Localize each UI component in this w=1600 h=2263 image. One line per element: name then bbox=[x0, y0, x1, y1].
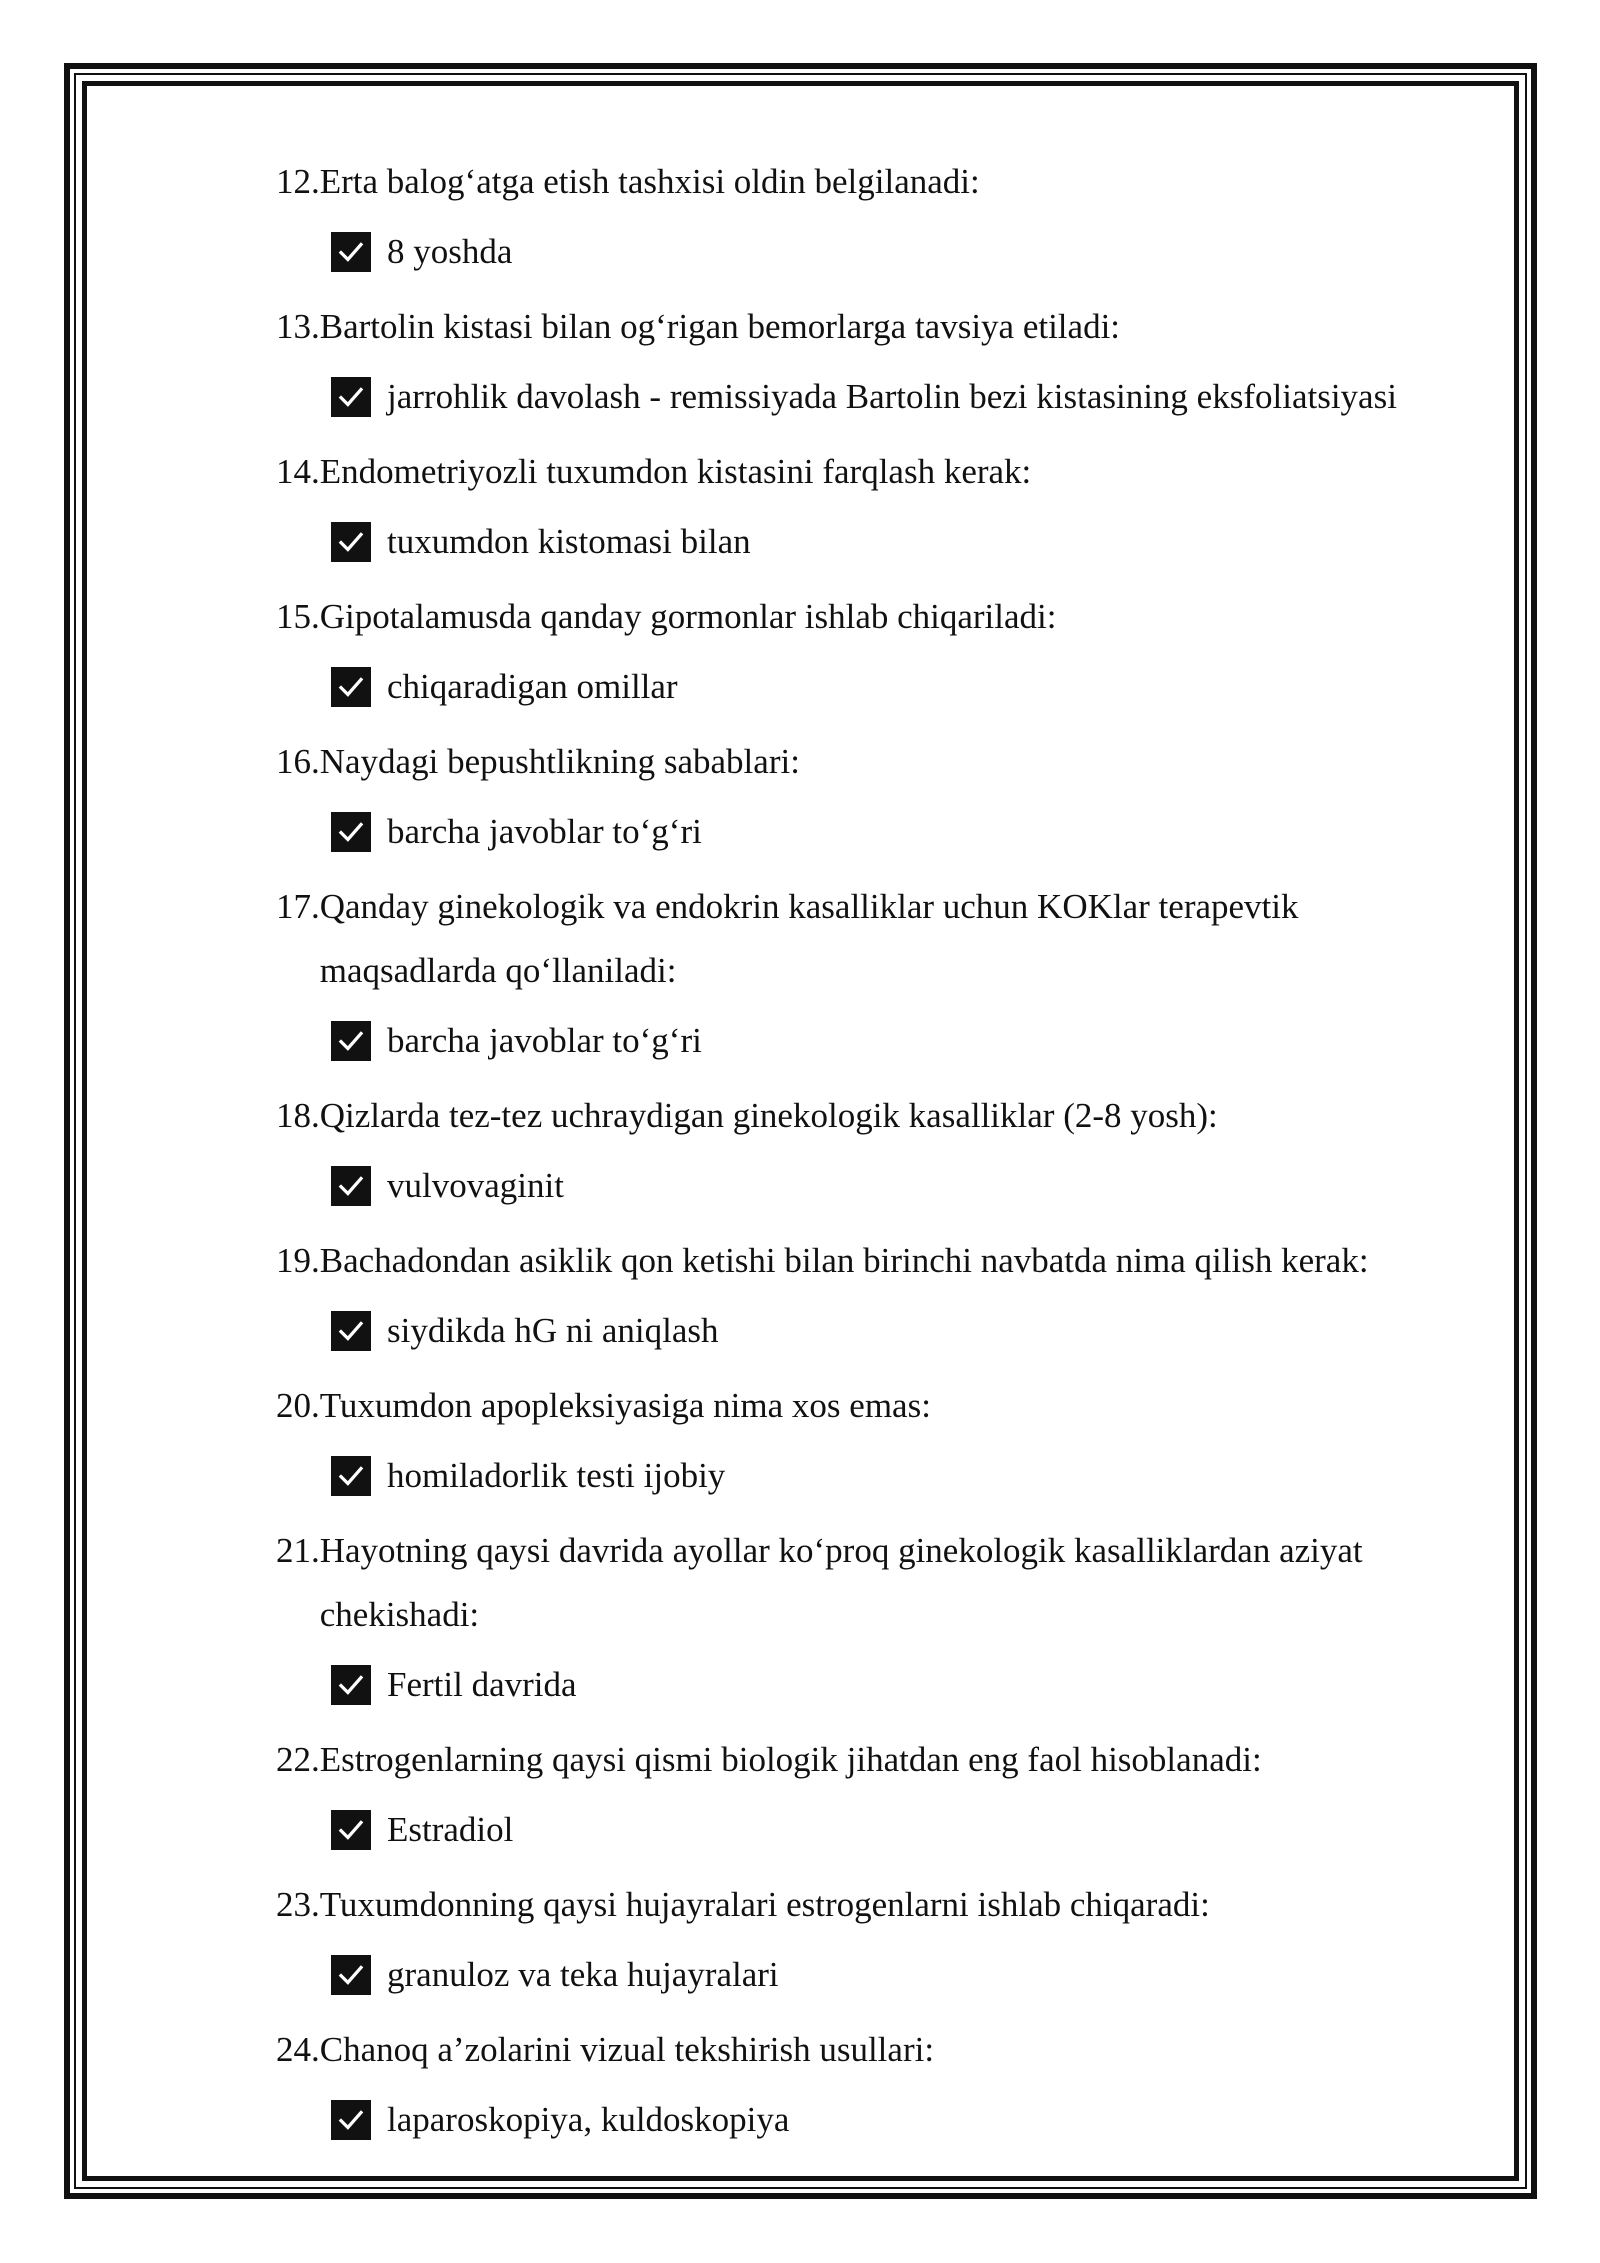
answer-text: barcha javoblar to‘g‘ri bbox=[387, 812, 702, 851]
question-number: 18. bbox=[276, 1096, 320, 1135]
answer bbox=[331, 1148, 1476, 1224]
answer-text: homiladorlik testi ijobiy bbox=[387, 1456, 726, 1495]
question bbox=[276, 1374, 1476, 1438]
qa-item-19 bbox=[276, 1229, 1476, 1369]
answer-text: granuloz va teka hujayralari bbox=[387, 1955, 779, 1994]
question bbox=[276, 585, 1476, 649]
qa-item-21 bbox=[276, 1519, 1476, 1723]
question-number: 12. bbox=[276, 162, 320, 201]
question-number: 19. bbox=[276, 1241, 320, 1280]
checkbox-checked-icon bbox=[331, 1166, 371, 1206]
answer bbox=[331, 504, 1476, 580]
question-text: Qanday ginekologik va endokrin kasalliklar uchun KOKlar terapevtik maqsadlarda qo‘llaniladi: bbox=[319, 887, 1299, 990]
question bbox=[276, 730, 1476, 794]
answer bbox=[331, 1293, 1476, 1369]
question-text: Tuxumdonning qaysi hujayralari estrogenlarni ishlab chiqaradi: bbox=[319, 1885, 1210, 1924]
answer bbox=[331, 359, 1476, 435]
question-text: Estrogenlarning qaysi qismi biologik jihatdan eng faol hisoblanadi: bbox=[319, 1740, 1262, 1779]
answer bbox=[331, 214, 1476, 290]
qa-item-16 bbox=[276, 730, 1476, 870]
answer-text: tuxumdon kistomasi bilan bbox=[387, 522, 751, 561]
question bbox=[276, 440, 1476, 504]
qa-item-22 bbox=[276, 1728, 1476, 1868]
checkbox-checked-icon bbox=[331, 812, 371, 852]
question-text: Erta balog‘atga etish tashxisi oldin belgilanadi: bbox=[319, 162, 980, 201]
answer bbox=[331, 649, 1476, 725]
question-text: Qizlarda tez-tez uchraydigan ginekologik kasalliklar (2-8 yosh): bbox=[319, 1096, 1218, 1135]
qa-item-12 bbox=[276, 150, 1476, 290]
answer bbox=[331, 1647, 1476, 1723]
qa-item-17 bbox=[276, 875, 1476, 1079]
checkbox-checked-icon bbox=[331, 377, 371, 417]
question-number: 14. bbox=[276, 452, 320, 491]
question-number: 20. bbox=[276, 1386, 320, 1425]
qa-item-23 bbox=[276, 1873, 1476, 2013]
qa-item-15 bbox=[276, 585, 1476, 725]
checkbox-checked-icon bbox=[331, 1456, 371, 1496]
question bbox=[276, 150, 1476, 214]
checkbox-checked-icon bbox=[331, 1955, 371, 1995]
question-text: Bachadondan asiklik qon ketishi bilan birinchi navbatda nima qilish kerak: bbox=[319, 1241, 1369, 1280]
checkbox-checked-icon bbox=[331, 2100, 371, 2140]
question-number: 23. bbox=[276, 1885, 320, 1924]
answer-text: 8 yoshda bbox=[387, 232, 513, 271]
qa-item-13 bbox=[276, 295, 1476, 435]
question bbox=[276, 1084, 1476, 1148]
qa-item-18 bbox=[276, 1084, 1476, 1224]
question-number: 24. bbox=[276, 2030, 320, 2069]
checkbox-checked-icon bbox=[331, 232, 371, 272]
answer-text: barcha javoblar to‘g‘ri bbox=[387, 1021, 702, 1060]
question-number: 17. bbox=[276, 887, 320, 926]
qa-item-24 bbox=[276, 2018, 1476, 2158]
answer-text: laparoskopiya, kuldoskopiya bbox=[387, 2100, 790, 2139]
qa-item-14 bbox=[276, 440, 1476, 580]
question-number: 13. bbox=[276, 307, 320, 346]
answer bbox=[331, 1003, 1476, 1079]
question bbox=[276, 1519, 1476, 1647]
checkbox-checked-icon bbox=[331, 667, 371, 707]
question-number: 22. bbox=[276, 1740, 320, 1779]
answer bbox=[331, 794, 1476, 870]
question-text: Tuxumdon apopleksiyasiga nima xos emas: bbox=[319, 1386, 931, 1425]
answer-text: Fertil davrida bbox=[387, 1665, 577, 1704]
question-text: Naydagi bepushtlikning sabablari: bbox=[319, 742, 800, 781]
question-text: Bartolin kistasi bilan og‘rigan bemorlarga tavsiya etiladi: bbox=[319, 307, 1121, 346]
answer-text: jarrohlik davolash - remissiyada Bartolin bezi kistasining eksfoliatsiyasi bbox=[387, 377, 1397, 416]
question-text: Chanoq a’zolarini vizual tekshirish usullari: bbox=[319, 2030, 935, 2069]
question bbox=[276, 1873, 1476, 1937]
question-list bbox=[276, 150, 1476, 2163]
answer bbox=[331, 1438, 1476, 1514]
answer bbox=[331, 1792, 1476, 1868]
answer-text: Estradiol bbox=[387, 1810, 514, 1849]
checkbox-checked-icon bbox=[331, 1311, 371, 1351]
question bbox=[276, 1728, 1476, 1792]
question-number: 21. bbox=[276, 1531, 320, 1570]
question bbox=[276, 875, 1476, 1003]
answer bbox=[331, 2082, 1476, 2158]
question bbox=[276, 1229, 1476, 1293]
question-text: Gipotalamusda qanday gormonlar ishlab chiqariladi: bbox=[319, 597, 1057, 636]
checkbox-checked-icon bbox=[331, 1665, 371, 1705]
question-text: Endometriyozli tuxumdon kistasini farqlash kerak: bbox=[319, 452, 1032, 491]
question-number: 15. bbox=[276, 597, 320, 636]
answer-text: vulvovaginit bbox=[387, 1166, 564, 1205]
checkbox-checked-icon bbox=[331, 1021, 371, 1061]
question-text: Hayotning qaysi davrida ayollar ko‘proq ginekologik kasalliklardan aziyat chekishadi: bbox=[319, 1531, 1363, 1634]
checkbox-checked-icon bbox=[331, 522, 371, 562]
question-number: 16. bbox=[276, 742, 320, 781]
answer-text: siydikda hG ni aniqlash bbox=[387, 1311, 719, 1350]
answer-text: chiqaradigan omillar bbox=[387, 667, 678, 706]
question bbox=[276, 2018, 1476, 2082]
question bbox=[276, 295, 1476, 359]
checkbox-checked-icon bbox=[331, 1810, 371, 1850]
answer bbox=[331, 1937, 1476, 2013]
qa-item-20 bbox=[276, 1374, 1476, 1514]
